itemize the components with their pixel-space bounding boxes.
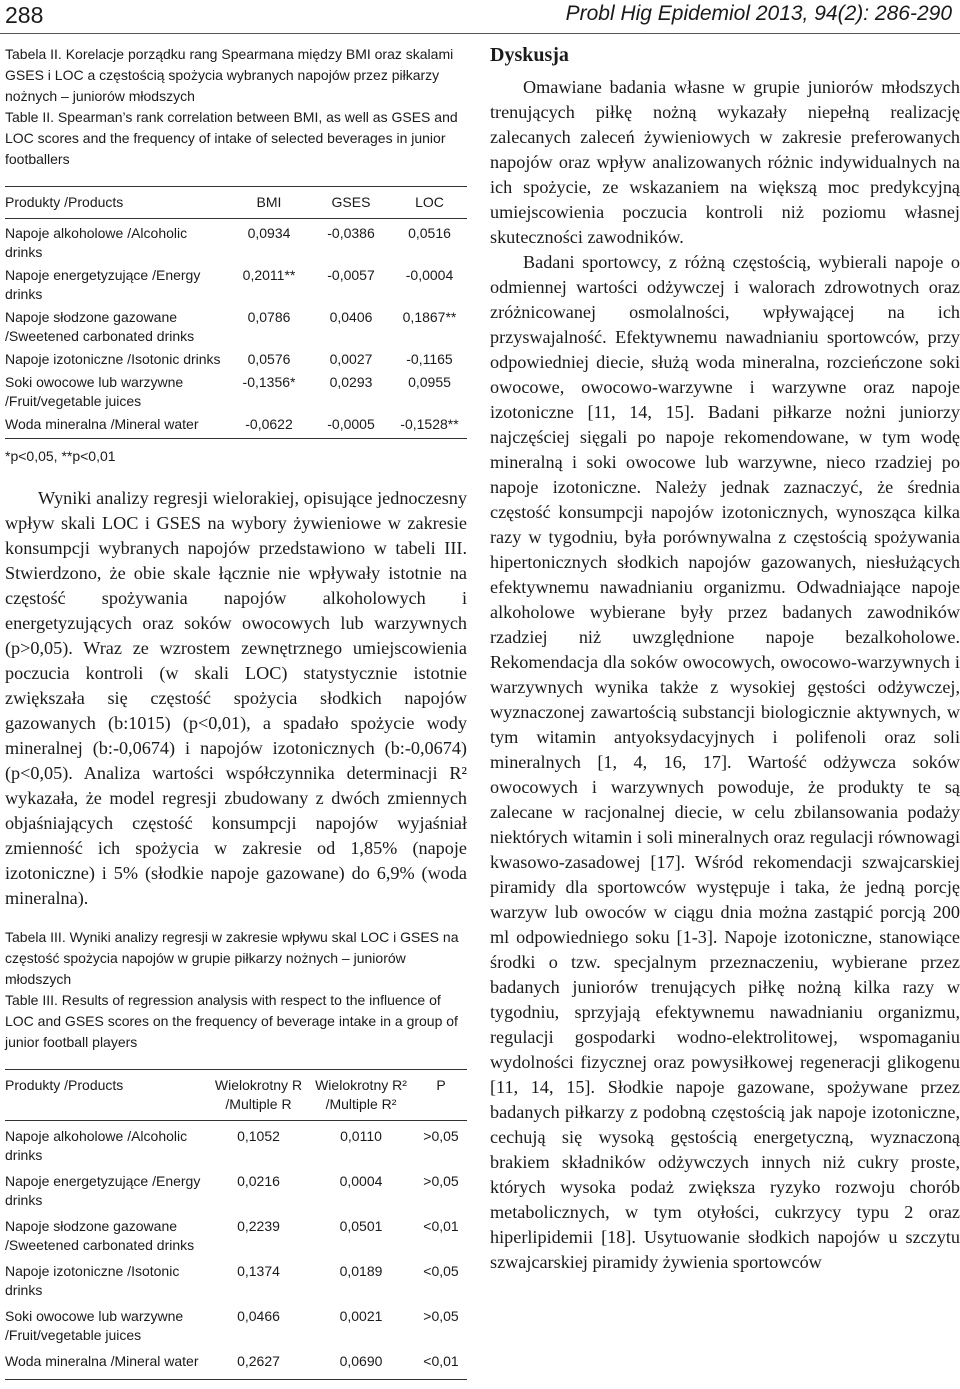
table3-header-products: Produkty /Products	[5, 1077, 124, 1093]
table-row	[5, 1345, 467, 1379]
table-row	[5, 1210, 467, 1255]
table3-cell-r2: 0,0004	[339, 1173, 383, 1189]
page-number: 288	[5, 2, 44, 28]
table2-cell-gses: -0,0386	[327, 225, 375, 241]
table3-cell-p: >0,05	[423, 1128, 459, 1144]
discussion-heading: Dyskusja	[490, 44, 569, 66]
table2-cell-bmi: 0,0786	[247, 309, 291, 325]
table2-cell-gses: 0,0027	[329, 351, 373, 367]
table-row	[5, 369, 467, 411]
table3-cell-product: Woda mineralna /Mineral water	[5, 1353, 199, 1369]
table3-caption-pl: Tabela III. Wyniki analizy regresji w zakresie wpływu skal LOC i GSES na częstość spożycia napojów w grupie piłkarzy nożnych – juniorów młodszych	[5, 929, 459, 987]
table3-cell-r2: 0,0189	[339, 1263, 383, 1279]
table2-cell-loc: 0,0516	[408, 225, 451, 241]
table-row	[5, 346, 467, 369]
table2-cell-loc: -0,0004	[405, 267, 454, 283]
table3-cell-p: <0,01	[423, 1218, 459, 1234]
table3-cell-r: 0,2627	[237, 1353, 280, 1369]
left-column	[5, 44, 467, 1380]
journal-reference: Probl Hig Epidemiol 2013, 94(2): 286-290	[565, 2, 952, 25]
table2-cell-product: Napoje alkoholowe /Alcoholic drinks	[5, 225, 188, 260]
table3-cell-r: 0,1052	[237, 1128, 280, 1144]
table3-cell-product: Napoje izotoniczne /Isotonic drinks	[5, 1263, 180, 1298]
table2-header-gses: GSES	[331, 194, 371, 210]
table2-caption-en: Table II. Spearman’s rank correlation between BMI, as well as GSES and LOC scores and the frequency of intake of selected beverages in junior footballers	[5, 109, 458, 167]
table2-cell-bmi: 0,0934	[247, 225, 291, 241]
table3-cell-p: <0,05	[423, 1263, 459, 1279]
table2-cell-gses: 0,0293	[329, 374, 373, 390]
table2-cell-product: Soki owocowe lub warzywne /Fruit/vegetable juices	[5, 374, 184, 409]
table3-header-row	[5, 1070, 467, 1114]
table3-cell-r: 0,1374	[237, 1263, 280, 1279]
table3-cell-r2: 0,0501	[339, 1218, 383, 1234]
table-row	[5, 1300, 467, 1345]
table2-cell-loc: 0,1867**	[402, 309, 457, 325]
table2-bottom-rule	[5, 438, 467, 439]
table2-cell-product: Napoje energetyzujące /Energy drinks	[5, 267, 201, 302]
table3-header-p: P	[436, 1077, 446, 1093]
table-row	[5, 219, 467, 262]
discussion-paragraph: Omawiane badania własne w grupie juniorów młodszych trenujących piłkę nożną wykazały niepełną realizację zalecanych zaleceń żywieniowych w zakresie preferowanych napojów oraz wpływ analizowanych różnic indywidualnych na ich spożycie, ze wskazaniem na większą moc predykcyjną umiejscowienia poczucia kontroli niż poziomu własnej skuteczności zawodników.	[490, 77, 960, 247]
table2-cell-loc: 0,0955	[408, 374, 451, 390]
table-row	[5, 1121, 467, 1165]
table2-cell-bmi: 0,2011**	[242, 267, 296, 283]
table2-cell-bmi: -0,0622	[245, 416, 293, 432]
right-column	[490, 44, 960, 1275]
table2	[5, 187, 467, 438]
table3-cell-r: 0,0216	[237, 1173, 280, 1189]
table2-header-products: Produkty /Products	[5, 194, 124, 210]
table2-cell-product: Woda mineralna /Mineral water	[5, 416, 199, 432]
table2-cell-loc: -0,1165	[406, 351, 453, 367]
table3	[5, 1070, 467, 1379]
table3-cell-product: Soki owocowe lub warzywne /Fruit/vegetable juices	[5, 1308, 184, 1343]
table3-cell-r2: 0,0021	[339, 1308, 383, 1324]
table3-cell-r: 0,2239	[237, 1218, 280, 1234]
table2-header-loc: LOC	[415, 194, 444, 210]
table-row	[5, 304, 467, 346]
table2-cell-bmi: 0,0576	[247, 351, 291, 367]
table-row	[5, 1165, 467, 1210]
table3-cell-r2: 0,0690	[339, 1353, 383, 1369]
table3-cell-r: 0,0466	[237, 1308, 280, 1324]
table2-cell-gses: 0,0406	[329, 309, 373, 325]
table2-footnote: *p<0,05, **p<0,01	[5, 448, 116, 464]
table2-cell-gses: -0,0057	[327, 267, 375, 283]
table2-cell-bmi: -0,1356*	[242, 374, 296, 390]
table2-cell-loc: -0,1528**	[400, 416, 459, 432]
header-rule	[0, 33, 960, 34]
table3-header-multiple-r: Wielokrotny R /Multiple R	[214, 1077, 303, 1112]
table3-header-multiple-r2: Wielokrotny R² /Multiple R²	[315, 1077, 407, 1112]
table3-cell-product: Napoje alkoholowe /Alcoholic drinks	[5, 1128, 188, 1163]
table3-cell-product: Napoje energetyzujące /Energy drinks	[5, 1173, 201, 1208]
table3-cell-p: >0,05	[423, 1308, 459, 1324]
table-row	[5, 411, 467, 438]
table-row	[5, 262, 467, 304]
table3-bottom-rule	[5, 1379, 467, 1380]
table3-cell-p: >0,05	[423, 1173, 459, 1189]
table2-header-bmi: BMI	[256, 194, 282, 210]
table3-cell-r2: 0,0110	[340, 1128, 382, 1144]
table2-cell-product: Napoje słodzone gazowane /Sweetened carbonated drinks	[5, 309, 195, 344]
table2-header-row	[5, 187, 467, 215]
table3-cell-p: <0,01	[423, 1353, 459, 1369]
table3-caption-en: Table III. Results of regression analysis with respect to the influence of LOC and GSES scores on the frequency of beverage intake in a group of junior football players	[5, 992, 458, 1050]
table2-caption-pl: Tabela II. Korelacje porządku rang Spearmana między BMI oraz skalami GSES i LOC a częstością spożycia wybranych napojów przez piłkarzy nożnych – juniorów młodszych	[5, 46, 454, 104]
table-row	[5, 1255, 467, 1300]
table3-cell-product: Napoje słodzone gazowane /Sweetened carbonated drinks	[5, 1218, 195, 1253]
discussion-paragraph: Badani sportowcy, z różną częstością, wybierali napoje o odmiennej wartości odżywczej i walorach zdrowotnych oraz zróżnicowanej osmolalności, wpływającej na ich przyswajalność. Efektywnemu nawadnianiu sportowców, przy odpowiedniej diecie, służą woda mineralna, rozcieńczone soki owocowe, owocowo-warzywne i warzywne oraz napoje izotoniczne [11, 14, 15]. Badani piłkarze nożni juniorzy najczęściej sięgali po napoje rekomendowane, w tym wodę mineralną i soki owocowe lub warzywne, nieco rzadziej po napoje izotoniczne. Należy jednak zaznaczyć, że średnia częstość konsumpcji napojów izotonicznych, wynosząca kilka razy w tygodniu, była porównywalna z częstością spożywania hipertonicznych słodkich napojów gazowanych, niesłużących efektywnemu nawadnianiu organizmu. Odwadniające napoje alkoholowe wybierane były przez badanych zawodników rzadziej niż uwzględnione napoje bezalkoholowe. Rekomendacja dla soków owocowych, owocowo-warzywnych i warzywnych wynika także z wysokiej gęstości odżywczej, wyznaczonej zawartością substancji biologicznie aktywnych, w tym witamin antyoksydacyjnych i polifenoli oraz soli mineralnych [1, 4, 16, 17]. Wartość odżywcza soków owocowych i warzywnych powoduje, że produkty te są zalecane w racjonalnej diecie, w celu zbilansowania podaży niektórych witamin i soli mineralnych oraz regulacji równowagi kwasowo-zasadowej [17]. Wśród rekomendacji szwajcarskiej piramidy dla sportowców występuje i taka, że jedną porcję warzyw lub owoców w ciągu dnia można zastąpić porcją 200 ml odpowiedniego soku [1-3]. Napoje izotoniczne, stanowiące środki o tzw. specjalnym przeznaczeniu, wybierane przez badanych juniorów trenujących piłkę nożną kilka razy w tygodniu, sprzyjają efektywnemu nawadnianiu organizmu, regulacji gospodarki wodno-elektrolitowej, wspomaganiu wydolności fizycznej oraz powysiłkowej regeneracji glikogenu [11, 14, 15]. Słodkie napoje gazowane, spożywane przez badanych piłkarzy z podobną częstością jak napoje izotoniczne, cechują się wysoką gęstością energetyczną, wyznaczoną brakiem składników odżywczych innych niż cukry proste, których wysoka podaż zwiększa ryzyko rozwoju chorób metabolicznych, w tym otyłości, cukrzycy typu 2 oraz hiperlipidemii [18]. Usytuowanie słodkich napojów u szczytu szwajcarskiej piramidy żywienia sportowców	[490, 252, 960, 1272]
results-paragraph: Wyniki analizy regresji wielorakiej, opisujące jednoczesny wpływ skali LOC i GSES na wybory żywieniowe w zakresie konsumpcji wybranych napojów przedstawiono w tabeli III. Stwierdzono, że obie skale łącznie nie wpływały istotnie na częstość spożywania napojów alkoholowych i energetyzujących oraz soków owocowych lub warzywnych (p>0,05). Wraz ze wzrostem zewnętrznego umiejscowienia poczucia kontroli (w skali LOC) statystycznie istotnie zwiększała się częstość spożycia słodkich napojów gazowanych (b:1015) (p<0,01), a spadało spożycie wody mineralnej (b:-0,0674) i napojów izotonicznych (b:-0,0674) (p<0,05). Analiza wartości współczynnika determinacji R² wykazała, że model regresji zbudowany z dwóch zmiennych objaśniających częstość konsumpcji napojów wyjaśniał zmienność ich spożycia w zakresie od 1,85% (napoje izotoniczne) i 5% (słodkie napoje gazowane) do 6,9% (woda mineralna).	[5, 488, 467, 908]
table2-cell-gses: -0,0005	[327, 416, 375, 432]
table2-cell-product: Napoje izotoniczne /Isotonic drinks	[5, 351, 221, 367]
